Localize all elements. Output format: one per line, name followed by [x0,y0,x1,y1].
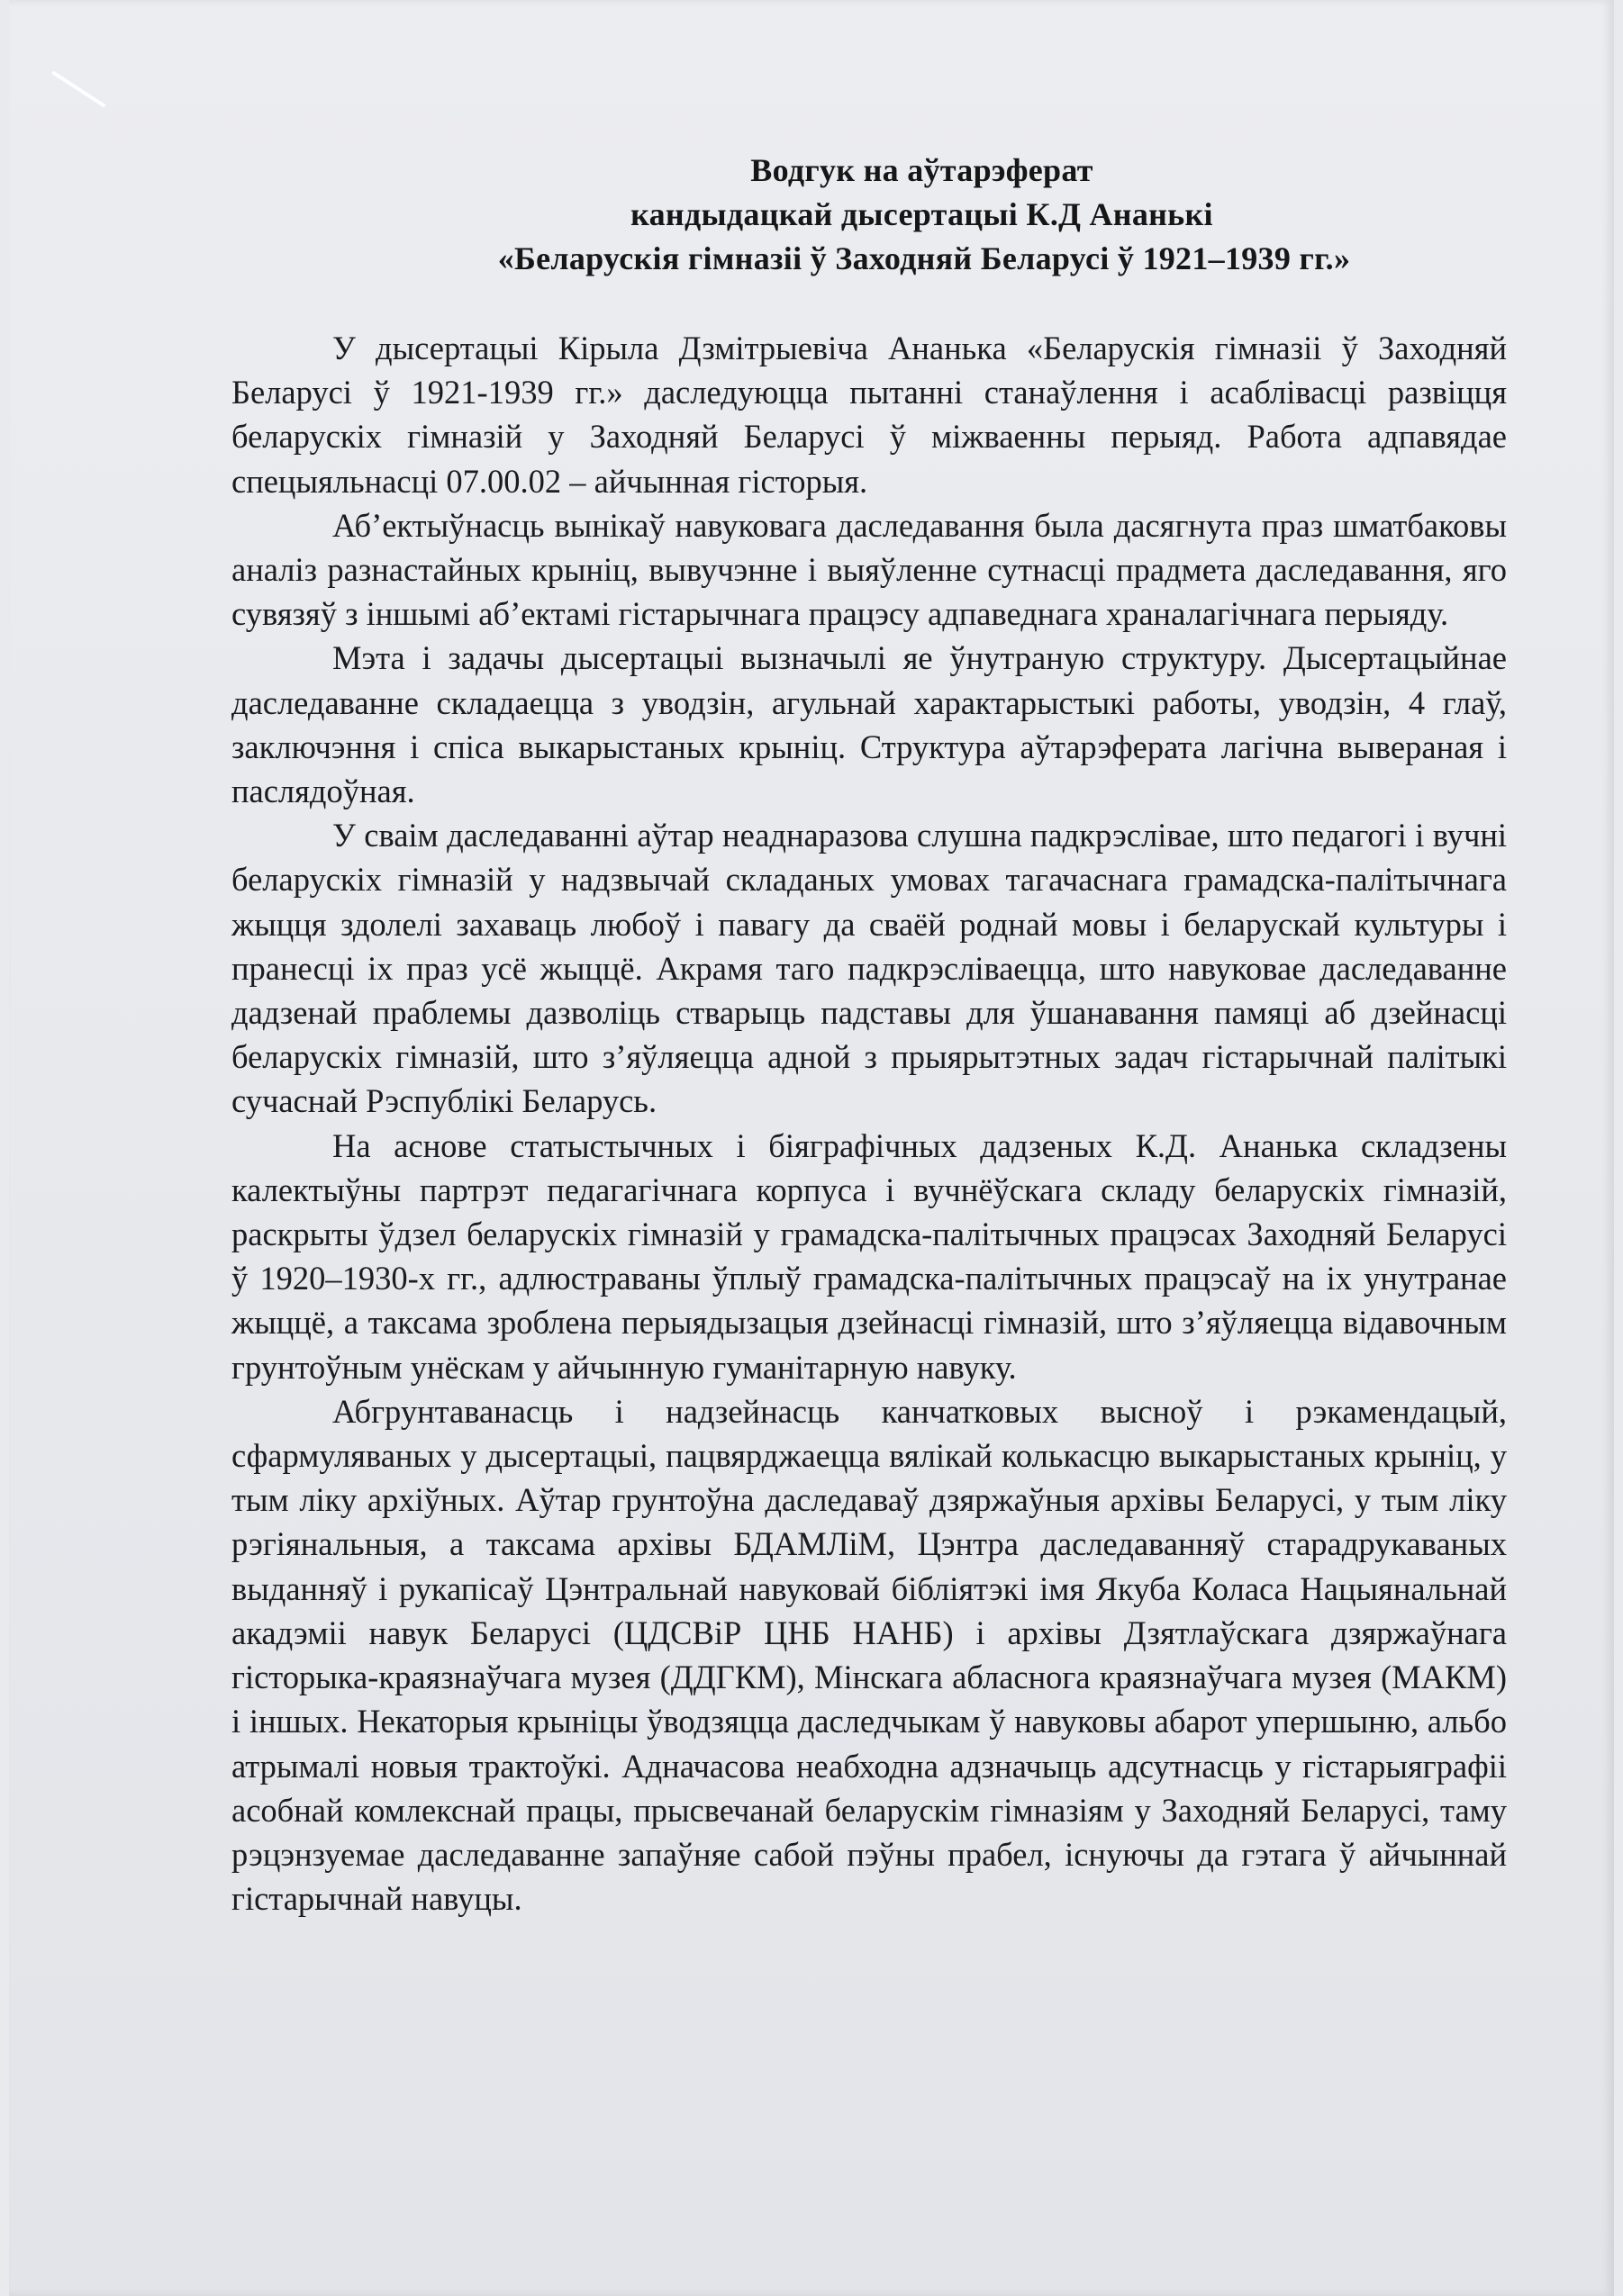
paragraph-3: Мэта і задачы дысертацыі вызначылі яе ўнутраную структуру. Дысертацыйнае даследаванне складаецца з уводзін, агульнай характарыстыкі работы, уводзін, 4 глаў, заключэння і спіса выкарыстаных крыніц. Структура аўтарэферата лагічна выверaная і паслядоўная. [231,639,1507,810]
paragraph-6: Абгрунтаванасць і надзейнасць канчатковых высноў і рэкамендацый, сфармуляваных у дысертацыі, пацвярджаецца вялікай колькасцю выкарыстаных крыніц, у тым ліку архіўных. Аўтар грунтоўна даследаваў дзяржаўныя архівы Беларусі, у тым ліку рэгіянальныя, а таксама архівы БДАМЛіМ, Цэнтра даследаванняў старадрукаваных выданняў і рукапісаў Цэнтральнай навуковай бібліятэкі імя Якуба Коласа Нацыянальнай акадэміі навук Беларусі (ЦДСВіР ЦНБ НАНБ) і архівы Дзятлаўскага дзяржаўнага гісторыка-краязнаўчага музея (ДДГКМ), Мінскага абласнога краязнаўчага музея (МАКМ) і іншых. Некаторыя крыніцы ўводзяцца даследчыкам ў навуковы абарот упершыню, альбо атрымалі новыя трактоўкі. Адначасова неабходна адзначыць адсутнасць у гістарыяграфіі асобнай комлекснай працы, прысвечанай беларускім гімназіям у Заходняй Беларусі, таму рэцэнзуемае даследаванне запаўняе сабой пэўны прабел, існуючы да гэтага ў айчыннай гістарычнай навуцы. [231,1392,1507,1918]
paragraph-2: Аб’ектыўнасць вынікаў навуковага даследавання была дасягнута праз шматбаковы аналіз разнастайных крыніц, вывучэнне і выяўленне сутнасці прадмета даследавання, яго сувязяў з іншымі аб’ектамі гістарычнага працэсу адпаведнага храналагічнага перыяду. [231,506,1507,633]
document-body [231,326,1507,1921]
document-page [9,0,1614,2296]
paragraph-1: У дысертацыі Кірыла Дзмітрыевіча Ананька «Беларускія гімназіі ў Заходняй Беларусі ў 1921-1939 гг.» даследуюцца пытанні станаўлення і асаблівасці развіцця беларускіх гімназій у Заходняй Беларусі ў міжваенны перыяд. Работа адпавядае спецыяльнасці 07.00.02 – айчынная гісторыя. [231,330,1507,500]
document-title [9,149,1614,281]
paragraph-4: У сваім даследаванні аўтар неаднаразова слушна падкрэслівае, што педагогі і вучні беларускіх гімназій у надзвычай складаных умовах тагачаснага грамадска-палітычнага жыцця здолелі захаваць любоў і павагу да сваёй роднай мовы і беларускай культуры і пранесці іх праз усё жыццё. Акрамя таго падкрэсліваецца, што навуковае даследаванне дадзенай праблемы дазволіць стварыць падставы для ўшанавання памяці аб дзейнасці беларускіх гімназій, што з’яўляецца адной з прыярытэтных задач гістарычнай палітыкі сучаснай Рэспублікі Беларусь. [231,817,1507,1120]
title-line-1: Водгук на аўтарэферат [750,152,1093,188]
paper-scratch-mark [51,70,106,107]
paragraph-5: На аснове статыстычных і біяграфічных дадзеных К.Д. Ананька складзены калектыўны партрэт педагагічнага корпуса і вучнёўскага складу беларускіх гімназій, раскрыты ўдзел беларускіх гімназій у грамадска-палітычных працэсах Заходняй Беларусі ў 1920–1930-х гг., адлюстраваны ўплыў грамадска-палітычных працэсаў на іх унутранае жыццё, а таксама зроблена перыядызацыя дзейнасці гімназій, што з’яўляецца відавочным грунтоўным унёскам у айчынную гуманітарную навуку. [231,1126,1507,1386]
title-line-3: «Беларускія гімназіі ў Заходняй Беларусі ў 1921–1939 гг.» [497,240,1351,276]
title-line-2: кандыдацкай дысертацыі К.Д Ананькі [630,196,1213,232]
